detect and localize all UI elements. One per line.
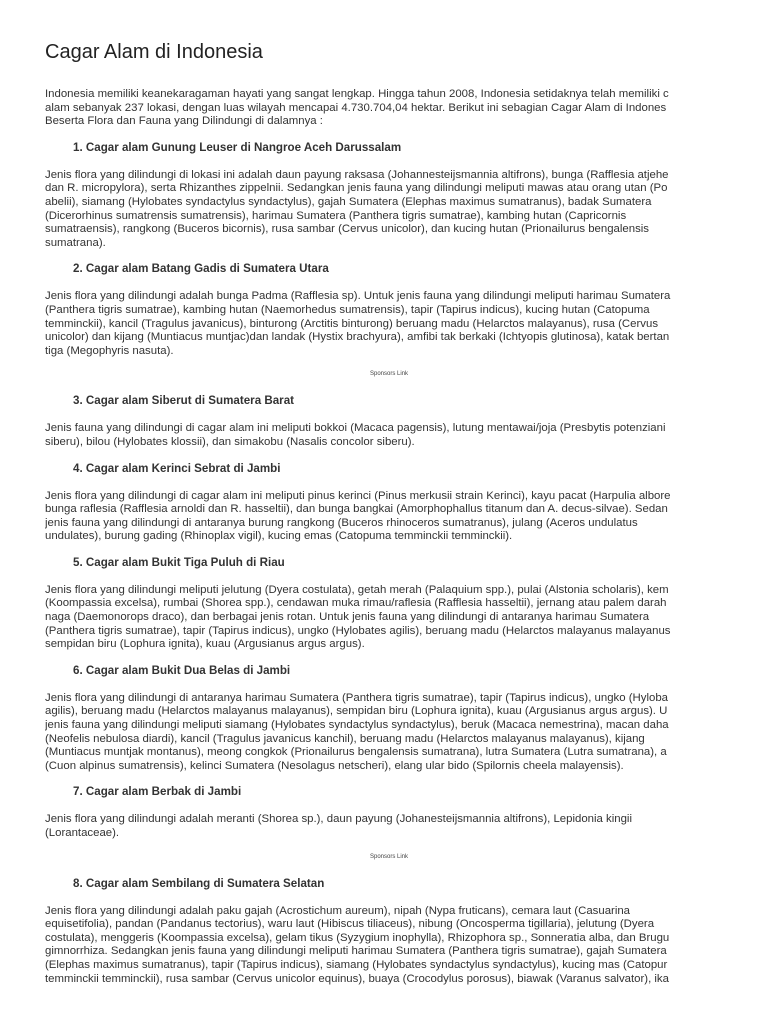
section-text-line: (Elephas maximus sumatranus), tapir (Tapirus indicus), siamang (Hylobates syndactylus syndactylus), kucing mas (Catopur [45, 958, 668, 971]
section-text-line: gimnorrhiza. Sedangkan jenis fauna yang dilindungi meliputi harimau Sumatera (Panthera tigris sumatrae), gajah Sumatera [45, 945, 667, 958]
sections-list [45, 141, 733, 986]
section-text-line: undulates), burung gading (Rhinoplax vigil), kucing emas (Catopuma temminckii temminckii). [45, 530, 513, 543]
section-text-line: Jenis fauna yang dilindungi di cagar alam ini meliputi bokkoi (Macaca pagensis), lutung mentawai/joja (Presbytis potenziani [45, 422, 666, 435]
section-text-line: jenis fauna yang dilindungi meliputi siamang (Hylobates syndactylus syndactylus), beruk (Macaca nemestrina), macan daha [45, 719, 669, 732]
section-text-line: temminckii temminckii), rusa sambar (Cervus unicolor equinus), buaya (Crocodylus porosus), biawak (Varanus salvator), ika [45, 972, 669, 985]
section [45, 664, 733, 774]
section [45, 262, 733, 358]
section-text-line: sempidan biru (Lophura ignita), kuau (Argusianus argus argus). [45, 638, 365, 651]
intro-line: alam sebanyak 237 lokasi, dengan luas wilayah mencapai 4.730.704,04 hektar. Berikut ini sebagian Cagar Alam di Indones [45, 101, 667, 114]
section [45, 462, 733, 544]
section-text-line: sumatrana). [45, 236, 106, 249]
section-text-line: (Neofelis nebulosa diardi), kancil (Tragulus javanicus kanchil), beruang madu (Helarctos malayanus malayanus), kijang [45, 732, 645, 745]
section-text-line: costulata), menggeris (Koompassia excelsa), gelam tikus (Syzygium inophylla), Rhizophora sp., Sonneratia alba, dan Brugu [45, 931, 670, 944]
section-text-line: dan R. micropylora), serta Rhizanthes zippelnii. Sedangkan jenis fauna yang dilindungi meliputi mawas atau orang utan (Po [45, 182, 668, 195]
section [45, 394, 733, 449]
section-heading: 1. Cagar alam Gunung Leuser di Nangroe Aceh Darussalam [73, 140, 402, 154]
section-text-line: sumatraensis), rangkong (Buceros bicornis), rusa sambar (Cervus unicolor), dan kucing hutan (Prionailurus bengalensis [45, 223, 649, 236]
section-text-line: Jenis flora yang dilindungi adalah paku gajah (Acrostichum aureum), nipah (Nypa fruticans), cemara laut (Casuarina [45, 904, 631, 917]
section-text-line: Jenis flora yang dilindungi di cagar alam ini meliputi pinus kerinci (Pinus merkusii strain Kerinci), kayu pacat (Harpulia albore [45, 489, 671, 502]
section-text-line: unicolor) dan kijang (Muntiacus muntjac)dan landak (Hystix brachyura), amfibi tak berkaki (Ichtyopis glutinosa), katak bertan [45, 331, 670, 344]
section-text-line: (Muntiacus muntjak montanus), meong congkok (Prionailurus bengalensis sumatrana), lutra Sumatera (Lutra sumatrana), a [45, 746, 667, 759]
section-text-line: (Dicerorhinus sumatrensis sumatrensis), harimau Sumatera (Panthera tigris sumatrae), kambing hutan (Capricornis [45, 209, 627, 222]
section [45, 556, 733, 652]
section-text-line: temminckii), kancil (Tragulus javanicus), binturong (Arctitis binturong) beruang madu (Helarctos malayanus), rusa (Cervus [45, 317, 659, 330]
intro-paragraph [45, 88, 733, 129]
section-text-line: (Lorantaceae). [45, 827, 120, 839]
section [45, 785, 733, 840]
sponsor-link[interactable]: Sponsors Link [369, 853, 409, 860]
section-heading: 8. Cagar alam Sembilang di Sumatera Selatan [73, 876, 325, 890]
section-text-line: (Cuon alpinus sumatrensis), kelinci Sumatera (Nesolagus netscheri), elang ular bido (Spilornis cheela malayensis). [45, 759, 624, 772]
section-text-line: (Panthera tigris sumatrae), kambing hutan (Naemorhedus sumatrensis), tapir (Tapirus indicus), kucing hutan (Catopuma [45, 303, 650, 316]
section [45, 141, 733, 251]
section-text-line: Jenis flora yang dilindungi adalah bunga Padma (Rafflesia sp). Untuk jenis fauna yang dilindungi meliputi harimau Sumatera [45, 290, 671, 303]
section-text-line: Jenis flora yang dilindungi adalah meranti (Shorea sp.), daun payung (Johanesteijsmannia altifrons), Lepidonia kingii [45, 813, 632, 826]
intro-line: Beserta Flora dan Fauna yang Dilindungi di dalamnya : [45, 115, 323, 128]
section-heading: 6. Cagar alam Bukit Dua Belas di Jambi [73, 663, 291, 677]
section-text-line: agilis), beruang madu (Helarctos malayanus malayanus), sempidan biru (Lophura ignita), kuau (Argusianus argus argus). U [45, 705, 668, 718]
section-text-line: equisetifolia), pandan (Pandanus tectorius), waru laut (Hibiscus tiliaceus), nibung (Oncosperma tigillaria), jelutung (Dyera [45, 918, 655, 931]
section-text-line: bunga raflesia (Rafflesia arnoldi dan R. hasseltii), dan bunga bangkai (Amorphophallus titanum dan A. decus-silvae). Sedan [45, 503, 668, 516]
section-heading: 4. Cagar alam Kerinci Sebrat di Jambi [73, 461, 281, 475]
section-text-line: Jenis flora yang dilindungi di lokasi ini adalah daun payung raksasa (Johannesteijsmannia altifrons), bunga (Rafflesia atjehe [45, 168, 669, 181]
section-text-line: Jenis flora yang dilindungi di antaranya harimau Sumatera (Panthera tigris sumatrae), tapir (Tapirus indicus), ungko (Hyloba [45, 691, 668, 704]
section-text-line: abelii), siamang (Hylobates syndactylus syndactylus), gajah Sumatera (Elephas maximus sumatranus), badak Sumatera [45, 195, 652, 208]
section-text-line: tiga (Megophyris nasuta). [45, 344, 174, 357]
section-text-line: naga (Daemonorops draco), dan berbagai jenis rotan. Untuk jenis fauna yang dilindungi di antaranya harimau Sumatera [45, 611, 650, 624]
section-heading: 3. Cagar alam Siberut di Sumatera Barat [73, 394, 295, 408]
section-text-line: (Koompassia excelsa), rumbai (Shorea spp.), cendawan muka rimau/raflesia (Rafflesia hasseltii), jernang atau palem darah [45, 597, 667, 610]
section-heading: 5. Cagar alam Bukit Tiga Puluh di Riau [73, 555, 285, 569]
intro-line: Indonesia memiliki keanekaragaman hayati yang sangat lengkap. Hingga tahun 2008, Indonesia setidaknya telah memiliki c [45, 88, 669, 100]
section-heading: 2. Cagar alam Batang Gadis di Sumatera Utara [73, 262, 329, 276]
section-text-line: Jenis flora yang dilindungi meliputi jelutung (Dyera costulata), getah merah (Palaquium spp.), pulai (Alstonia scholaris), kem [45, 583, 669, 596]
section-text-line: jenis fauna yang dilindungi di antaranya burung rangkong (Buceros rhinoceros sumatranus), julang (Aceros undulatus [45, 516, 638, 529]
section-text-line: siberu), bilou (Hylobates klossii), dan simakobu (Nasalis concolor siberu). [45, 435, 415, 448]
page-title: Cagar Alam di Indonesia [45, 41, 263, 63]
section-heading: 7. Cagar alam Berbak di Jambi [73, 785, 242, 799]
article [45, 38, 733, 998]
sponsor-link[interactable]: Sponsors Link [369, 371, 409, 378]
section [45, 877, 733, 987]
section-text-line: (Panthera tigris sumatrae), tapir (Tapirus indicus), ungko (Hylobates agilis), beruang madu (Helarctos malayanus malayanus [45, 624, 671, 637]
